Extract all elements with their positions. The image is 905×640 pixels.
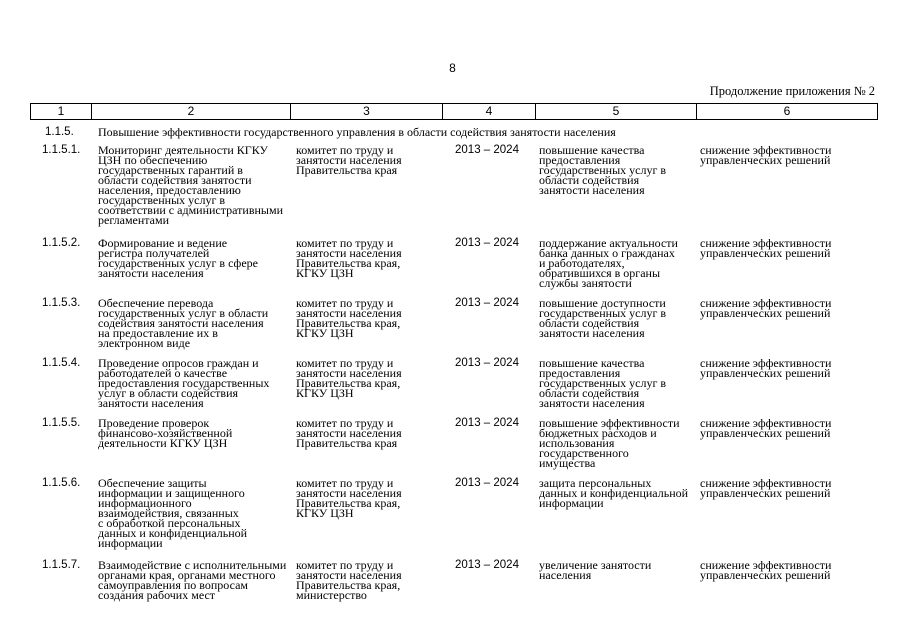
continuation-note: Продолжение приложения № 2 bbox=[709, 84, 875, 98]
consequence-line: управленческих решений bbox=[700, 486, 831, 500]
executor-line: комитет по труду и bbox=[296, 476, 394, 490]
page-number: 8 bbox=[449, 61, 456, 75]
measure-name-line: ЦЗН по обеспечению bbox=[98, 153, 208, 167]
expected-result bbox=[539, 145, 695, 195]
period: 2013 – 2024 bbox=[455, 237, 519, 249]
measure-name-line: услуг в области содействия bbox=[98, 386, 239, 400]
expected-result-line: занятости населения bbox=[539, 396, 645, 410]
executor bbox=[296, 560, 444, 600]
executor-line: КГКУ ЦЗН bbox=[296, 386, 354, 400]
measure-name-line: занятости населения bbox=[98, 396, 204, 410]
row-number: 1.1.5.5. bbox=[42, 417, 81, 429]
expected-result-line: повышение доступности bbox=[539, 296, 666, 310]
measure-name-line: содействия занятости населения bbox=[98, 316, 264, 330]
expected-result bbox=[539, 478, 695, 508]
executor-line: занятости населения bbox=[296, 366, 402, 380]
expected-result-line: обратившихся в органы bbox=[539, 266, 661, 280]
period: 2013 – 2024 bbox=[455, 297, 519, 309]
executor-line: министерство bbox=[296, 588, 367, 602]
measure-name-line: электронном виде bbox=[98, 336, 191, 350]
measure-name-line: соответствии с административными bbox=[98, 203, 283, 217]
consequence bbox=[700, 560, 870, 580]
measure-name-line: информационного bbox=[98, 496, 192, 510]
executor-line: КГКУ ЦЗН bbox=[296, 266, 354, 280]
expected-result-line: данных и конфиденциальной bbox=[539, 486, 689, 500]
expected-result-line: повышение качества bbox=[539, 143, 645, 157]
executor bbox=[296, 145, 444, 175]
expected-result-line: занятости населения bbox=[539, 183, 645, 197]
expected-result bbox=[539, 298, 695, 338]
measure-name-line: взаимодействия, связанных bbox=[98, 506, 239, 520]
executor-line: Правительства края, bbox=[296, 316, 401, 330]
executor-line: КГКУ ЦЗН bbox=[296, 506, 354, 520]
consequence-line: управленческих решений bbox=[700, 153, 831, 167]
measure-name-line: работодателей о качестве bbox=[98, 366, 228, 380]
consequence-line: снижение эффективности bbox=[700, 416, 832, 430]
expected-result-line: информации bbox=[539, 496, 604, 510]
expected-result-line: бюджетных расходов и bbox=[539, 426, 657, 440]
measure-name bbox=[98, 418, 290, 448]
executor-line: комитет по труду и bbox=[296, 236, 394, 250]
section-title: Повышение эффективности государственного управления в области содействия занятости населения bbox=[98, 125, 616, 139]
measure-name-line: самоуправления по вопросам bbox=[98, 578, 248, 592]
expected-result-line: предоставления bbox=[539, 366, 621, 380]
measure-name-line: населения, предоставлению bbox=[98, 183, 241, 197]
header-col-6: 6 bbox=[697, 104, 878, 120]
executor-line: комитет по труду и bbox=[296, 416, 394, 430]
period: 2013 – 2024 bbox=[455, 357, 519, 369]
consequence-line: снижение эффективности bbox=[700, 296, 832, 310]
executor bbox=[296, 358, 444, 398]
measure-name-line: на предоставление их в bbox=[98, 326, 218, 340]
header-col-1: 1 bbox=[31, 104, 92, 120]
executor bbox=[296, 298, 444, 338]
executor-line: Правительства края, bbox=[296, 376, 401, 390]
measure-name-line: Проведение опросов граждан и bbox=[98, 356, 259, 370]
expected-result bbox=[539, 358, 695, 408]
consequence bbox=[700, 478, 870, 498]
executor-line: занятости населения bbox=[296, 306, 402, 320]
measure-name-line: создания рабочих мест bbox=[98, 588, 216, 602]
consequence-line: управленческих решений bbox=[700, 426, 831, 440]
executor-line: занятости населения bbox=[296, 568, 402, 582]
measure-name-line: государственных гарантий в bbox=[98, 163, 243, 177]
row-number: 1.1.5.4. bbox=[42, 357, 81, 369]
expected-result-line: защита персональных bbox=[539, 476, 652, 490]
row-number: 1.1.5.3. bbox=[42, 297, 81, 309]
consequence-line: управленческих решений bbox=[700, 366, 831, 380]
consequence bbox=[700, 298, 870, 318]
section-number: 1.1.5. bbox=[45, 126, 74, 138]
expected-result-line: государственных услуг в bbox=[539, 376, 667, 390]
measure-name-line: государственных услуг в bbox=[98, 193, 226, 207]
expected-result-line: занятости населения bbox=[539, 326, 645, 340]
executor bbox=[296, 478, 444, 518]
expected-result-line: области содействия bbox=[539, 316, 640, 330]
row-number: 1.1.5.6. bbox=[42, 477, 81, 489]
row-number: 1.1.5.2. bbox=[42, 237, 81, 249]
period: 2013 – 2024 bbox=[455, 559, 519, 571]
expected-result-line: использования bbox=[539, 436, 615, 450]
expected-result-line: повышение эффективности bbox=[539, 416, 680, 430]
consequence-line: снижение эффективности bbox=[700, 476, 832, 490]
measure-name-line: Формирование и ведение bbox=[98, 236, 228, 250]
executor-line: комитет по труду и bbox=[296, 356, 394, 370]
measure-name-line: деятельности КГКУ ЦЗН bbox=[98, 436, 228, 450]
measure-name-line: Проведение проверок bbox=[98, 416, 210, 430]
measure-name-line: области содействия занятости bbox=[98, 173, 252, 187]
expected-result-line: государственных услуг в bbox=[539, 163, 667, 177]
consequence-line: снижение эффективности bbox=[700, 143, 832, 157]
executor-line: занятости населения bbox=[296, 153, 402, 167]
period: 2013 – 2024 bbox=[455, 144, 519, 156]
expected-result-line: поддержание актуальности bbox=[539, 236, 678, 250]
executor bbox=[296, 238, 444, 278]
measure-name-line: занятости населения bbox=[98, 266, 204, 280]
header-col-3: 3 bbox=[291, 104, 443, 120]
executor-line: Правительства края, bbox=[296, 496, 401, 510]
consequence bbox=[700, 358, 870, 378]
measure-name bbox=[98, 560, 290, 600]
measure-name-line: регламентами bbox=[98, 213, 170, 227]
executor-line: КГКУ ЦЗН bbox=[296, 326, 354, 340]
header-col-4: 4 bbox=[443, 104, 536, 120]
executor-line: Правительства края bbox=[296, 436, 398, 450]
header-col-5: 5 bbox=[536, 104, 697, 120]
expected-result-line: банка данных о гражданах bbox=[539, 246, 675, 260]
measure-name-line: государственных услуг в сфере bbox=[98, 256, 258, 270]
column-number-header bbox=[30, 103, 878, 120]
period: 2013 – 2024 bbox=[455, 417, 519, 429]
measure-name-line: предоставления государственных bbox=[98, 376, 270, 390]
consequence-line: управленческих решений bbox=[700, 568, 831, 582]
measure-name-line: Обеспечение защиты bbox=[98, 476, 207, 490]
expected-result-line: государственного bbox=[539, 446, 629, 460]
row-number: 1.1.5.7. bbox=[42, 559, 81, 571]
executor-line: комитет по труду и bbox=[296, 558, 394, 572]
executor-line: Правительства края, bbox=[296, 578, 401, 592]
measure-name-line: с обработкой персональных bbox=[98, 516, 241, 530]
section-heading bbox=[0, 126, 905, 140]
executor-line: занятости населения bbox=[296, 426, 402, 440]
measure-name-line: информации bbox=[98, 536, 163, 550]
consequence-line: управленческих решений bbox=[700, 246, 831, 260]
measure-name-line: Мониторинг деятельности КГКУ bbox=[98, 143, 268, 157]
consequence bbox=[700, 238, 870, 258]
header-col-2: 2 bbox=[92, 104, 291, 120]
expected-result-line: службы занятости bbox=[539, 276, 632, 290]
measure-name bbox=[98, 238, 290, 278]
measure-name-line: государственных услуг в области bbox=[98, 306, 269, 320]
measure-name bbox=[98, 358, 290, 408]
consequence-line: снижение эффективности bbox=[700, 236, 832, 250]
measure-name bbox=[98, 298, 290, 348]
consequence bbox=[700, 145, 870, 165]
measure-name-line: данных и конфиденциальной bbox=[98, 526, 248, 540]
executor-line: комитет по труду и bbox=[296, 143, 394, 157]
expected-result bbox=[539, 560, 695, 580]
measure-name-line: финансово-хозяйственной bbox=[98, 426, 233, 440]
consequence-line: управленческих решений bbox=[700, 306, 831, 320]
measure-name-line: информации и защищенного bbox=[98, 486, 245, 500]
consequence-line: снижение эффективности bbox=[700, 356, 832, 370]
consequence bbox=[700, 418, 870, 438]
measure-name-line: Взаимодействие с исполнительными bbox=[98, 558, 287, 572]
measure-name-line: Обеспечение перевода bbox=[98, 296, 214, 310]
executor-line: Правительства края bbox=[296, 163, 398, 177]
measure-name-line: органами края, органами местного bbox=[98, 568, 276, 582]
expected-result-line: и работодателях, bbox=[539, 256, 625, 270]
executor bbox=[296, 418, 444, 448]
expected-result-line: области содействия bbox=[539, 173, 640, 187]
expected-result-line: повышение качества bbox=[539, 356, 645, 370]
expected-result-line: государственных услуг в bbox=[539, 306, 667, 320]
expected-result-line: имущества bbox=[539, 456, 596, 470]
executor-line: занятости населения bbox=[296, 486, 402, 500]
expected-result bbox=[539, 418, 695, 468]
measure-name bbox=[98, 478, 290, 548]
expected-result-line: предоставления bbox=[539, 153, 621, 167]
executor-line: комитет по труду и bbox=[296, 296, 394, 310]
executor-line: Правительства края, bbox=[296, 256, 401, 270]
measure-name-line: регистра получателей bbox=[98, 246, 210, 260]
expected-result-line: области содействия bbox=[539, 386, 640, 400]
measure-name bbox=[98, 145, 290, 225]
row-number: 1.1.5.1. bbox=[42, 144, 81, 156]
expected-result bbox=[539, 238, 695, 288]
period: 2013 – 2024 bbox=[455, 477, 519, 489]
expected-result-line: увеличение занятости bbox=[539, 558, 652, 572]
expected-result-line: населения bbox=[539, 568, 592, 582]
executor-line: занятости населения bbox=[296, 246, 402, 260]
consequence-line: снижение эффективности bbox=[700, 558, 832, 572]
